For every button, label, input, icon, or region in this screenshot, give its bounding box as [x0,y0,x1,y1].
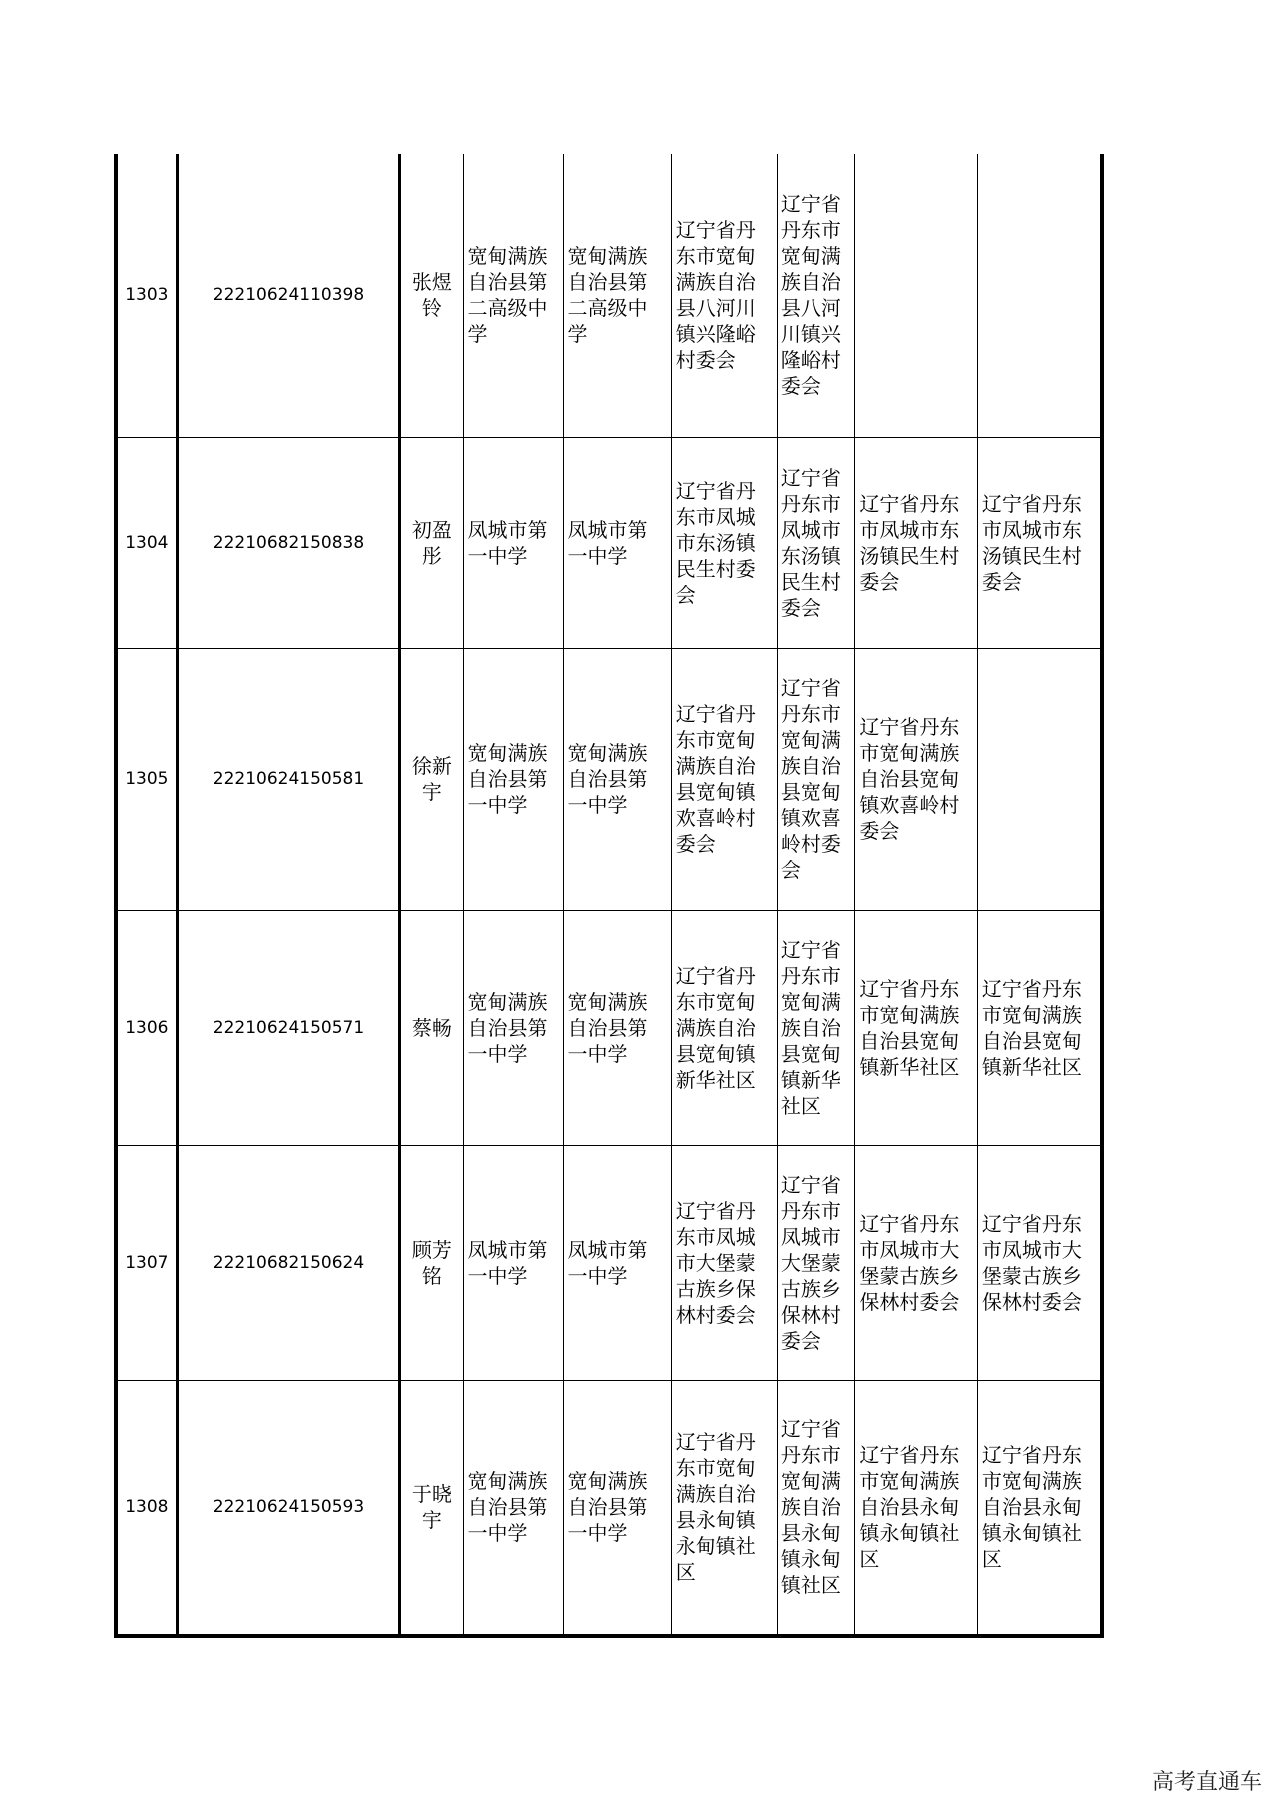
seq-cell: 1308 [116,1380,177,1636]
name-cell: 徐新宇 [400,648,463,910]
address-cell-4: 辽宁省丹东市凤城市东汤镇民生村委会 [977,437,1102,648]
address-cell-3: 辽宁省丹东市宽甸满族自治县宽甸镇欢喜岭村委会 [855,648,977,910]
school-cell: 宽甸满族自治县第二高级中学 [463,154,563,437]
address-cell-2: 辽宁省丹东市凤城市东汤镇民生村委会 [777,437,855,648]
seq-cell: 1305 [116,648,177,910]
name-cell: 蔡畅 [400,910,463,1145]
address-cell-2: 辽宁省丹东市宽甸满族自治县宽甸镇欢喜岭村委会 [777,648,855,910]
address-cell-3 [855,154,977,437]
seq-cell: 1304 [116,437,177,648]
address-cell-1: 辽宁省丹东市凤城市大堡蒙古族乡保林村委会 [671,1145,777,1380]
school-full-cell: 宽甸满族自治县第一中学 [563,910,671,1145]
candidate-id-cell: 22210682150624 [177,1145,400,1380]
candidate-id-cell: 22210624150593 [177,1380,400,1636]
address-cell-3: 辽宁省丹东市宽甸满族自治县宽甸镇新华社区 [855,910,977,1145]
table-row [116,910,1102,1145]
school-cell: 凤城市第一中学 [463,1145,563,1380]
seq-cell: 1307 [116,1145,177,1380]
candidate-id-cell: 22210624150571 [177,910,400,1145]
address-cell-3: 辽宁省丹东市宽甸满族自治县永甸镇永甸镇社区 [855,1380,977,1636]
address-cell-1: 辽宁省丹东市宽甸满族自治县宽甸镇欢喜岭村委会 [671,648,777,910]
address-cell-3: 辽宁省丹东市凤城市大堡蒙古族乡保林村委会 [855,1145,977,1380]
seq-cell: 1306 [116,910,177,1145]
address-cell-4: 辽宁省丹东市宽甸满族自治县宽甸镇新华社区 [977,910,1102,1145]
school-full-cell: 宽甸满族自治县第一中学 [563,1380,671,1636]
school-full-cell: 凤城市第一中学 [563,437,671,648]
name-cell: 张煜铃 [400,154,463,437]
address-cell-2: 辽宁省丹东市宽甸满族自治县八河川镇兴隆峪村委会 [777,154,855,437]
address-cell-1: 辽宁省丹东市凤城市东汤镇民生村委会 [671,437,777,648]
address-cell-2: 辽宁省丹东市宽甸满族自治县宽甸镇新华社区 [777,910,855,1145]
school-cell: 宽甸满族自治县第一中学 [463,910,563,1145]
school-cell: 凤城市第一中学 [463,437,563,648]
seq-cell: 1303 [116,154,177,437]
school-cell: 宽甸满族自治县第一中学 [463,1380,563,1636]
school-full-cell: 宽甸满族自治县第二高级中学 [563,154,671,437]
watermark-text: 高考直通车 [1151,1770,1262,1795]
address-cell-3: 辽宁省丹东市凤城市东汤镇民生村委会 [855,437,977,648]
roster-table [114,154,1104,1638]
name-cell: 初盈彤 [400,437,463,648]
candidate-id-cell: 22210624150581 [177,648,400,910]
school-full-cell: 宽甸满族自治县第一中学 [563,648,671,910]
candidate-id-cell: 22210682150838 [177,437,400,648]
table-row [116,154,1102,437]
candidate-id-cell: 22210624110398 [177,154,400,437]
name-cell: 顾芳铭 [400,1145,463,1380]
table-row [116,648,1102,910]
address-cell-2: 辽宁省丹东市宽甸满族自治县永甸镇永甸镇社区 [777,1380,855,1636]
address-cell-4: 辽宁省丹东市宽甸满族自治县永甸镇永甸镇社区 [977,1380,1102,1636]
school-full-cell: 凤城市第一中学 [563,1145,671,1380]
name-cell: 于晓宇 [400,1380,463,1636]
address-cell-2: 辽宁省丹东市凤城市大堡蒙古族乡保林村委会 [777,1145,855,1380]
address-cell-1: 辽宁省丹东市宽甸满族自治县永甸镇永甸镇社区 [671,1380,777,1636]
address-cell-4: 辽宁省丹东市凤城市大堡蒙古族乡保林村委会 [977,1145,1102,1380]
address-cell-1: 辽宁省丹东市宽甸满族自治县八河川镇兴隆峪村委会 [671,154,777,437]
school-cell: 宽甸满族自治县第一中学 [463,648,563,910]
table-row [116,1380,1102,1636]
address-cell-4 [977,648,1102,910]
address-cell-4 [977,154,1102,437]
table-row [116,437,1102,648]
table-row [116,1145,1102,1380]
address-cell-1: 辽宁省丹东市宽甸满族自治县宽甸镇新华社区 [671,910,777,1145]
